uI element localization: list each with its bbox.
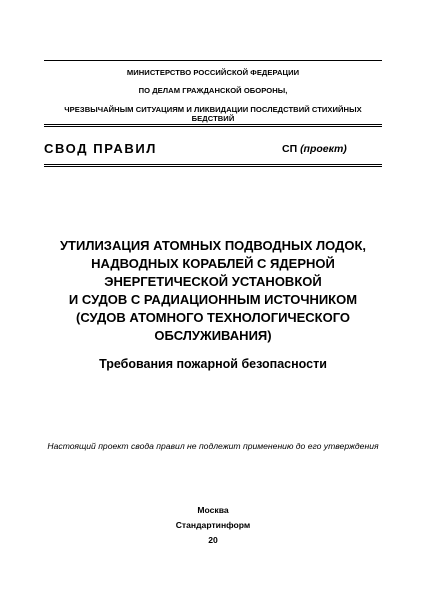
ministry-line-3: ЧРЕЗВЫЧАЙНЫМ СИТУАЦИЯМ И ЛИКВИДАЦИИ ПОСЛЕДСТВИЙ СТИХИЙНЫХ БЕДСТВИЙ <box>64 105 362 123</box>
draft-note: Настоящий проект свода правил не подлежит применению до его утверждения <box>47 441 379 451</box>
header-bottom-rule <box>44 164 382 167</box>
svod-pravil-heading: СВОД ПРАВИЛ <box>44 141 157 156</box>
sp-code: СП <box>282 143 298 155</box>
sp-status: (проект) <box>300 143 347 155</box>
imprint-city: Москва <box>197 505 229 515</box>
document-subtitle: Требования пожарной безопасности <box>99 357 327 371</box>
title-line: И СУДОВ С РАДИАЦИОННЫМ ИСТОЧНИКОМ <box>68 292 358 307</box>
ministry-line-2: ПО ДЕЛАМ ГРАЖДАНСКОЙ ОБОРОНЫ, <box>138 86 288 95</box>
imprint-publisher: Стандартинформ <box>175 520 251 530</box>
top-rule <box>44 60 382 61</box>
title-line: ОБСЛУЖИВАНИЯ) <box>154 328 272 343</box>
document-title <box>40 237 386 345</box>
title-line: ЭНЕРГЕТИЧЕСКОЙ УСТАНОВКОЙ <box>104 274 322 289</box>
imprint-year: 20 <box>208 535 218 545</box>
ministry-bottom-rule <box>44 124 382 127</box>
title-line: НАДВОДНЫХ КОРАБЛЕЙ С ЯДЕРНОЙ <box>91 256 335 271</box>
title-line: УТИЛИЗАЦИЯ АТОМНЫХ ПОДВОДНЫХ ЛОДОК, <box>59 238 367 253</box>
sp-designation <box>282 143 347 155</box>
ministry-line-1: МИНИСТЕРСТВО РОССИЙСКОЙ ФЕДЕРАЦИИ <box>126 68 300 77</box>
title-line: (СУДОВ АТОМНОГО ТЕХНОЛОГИЧЕСКОГО <box>75 310 351 325</box>
